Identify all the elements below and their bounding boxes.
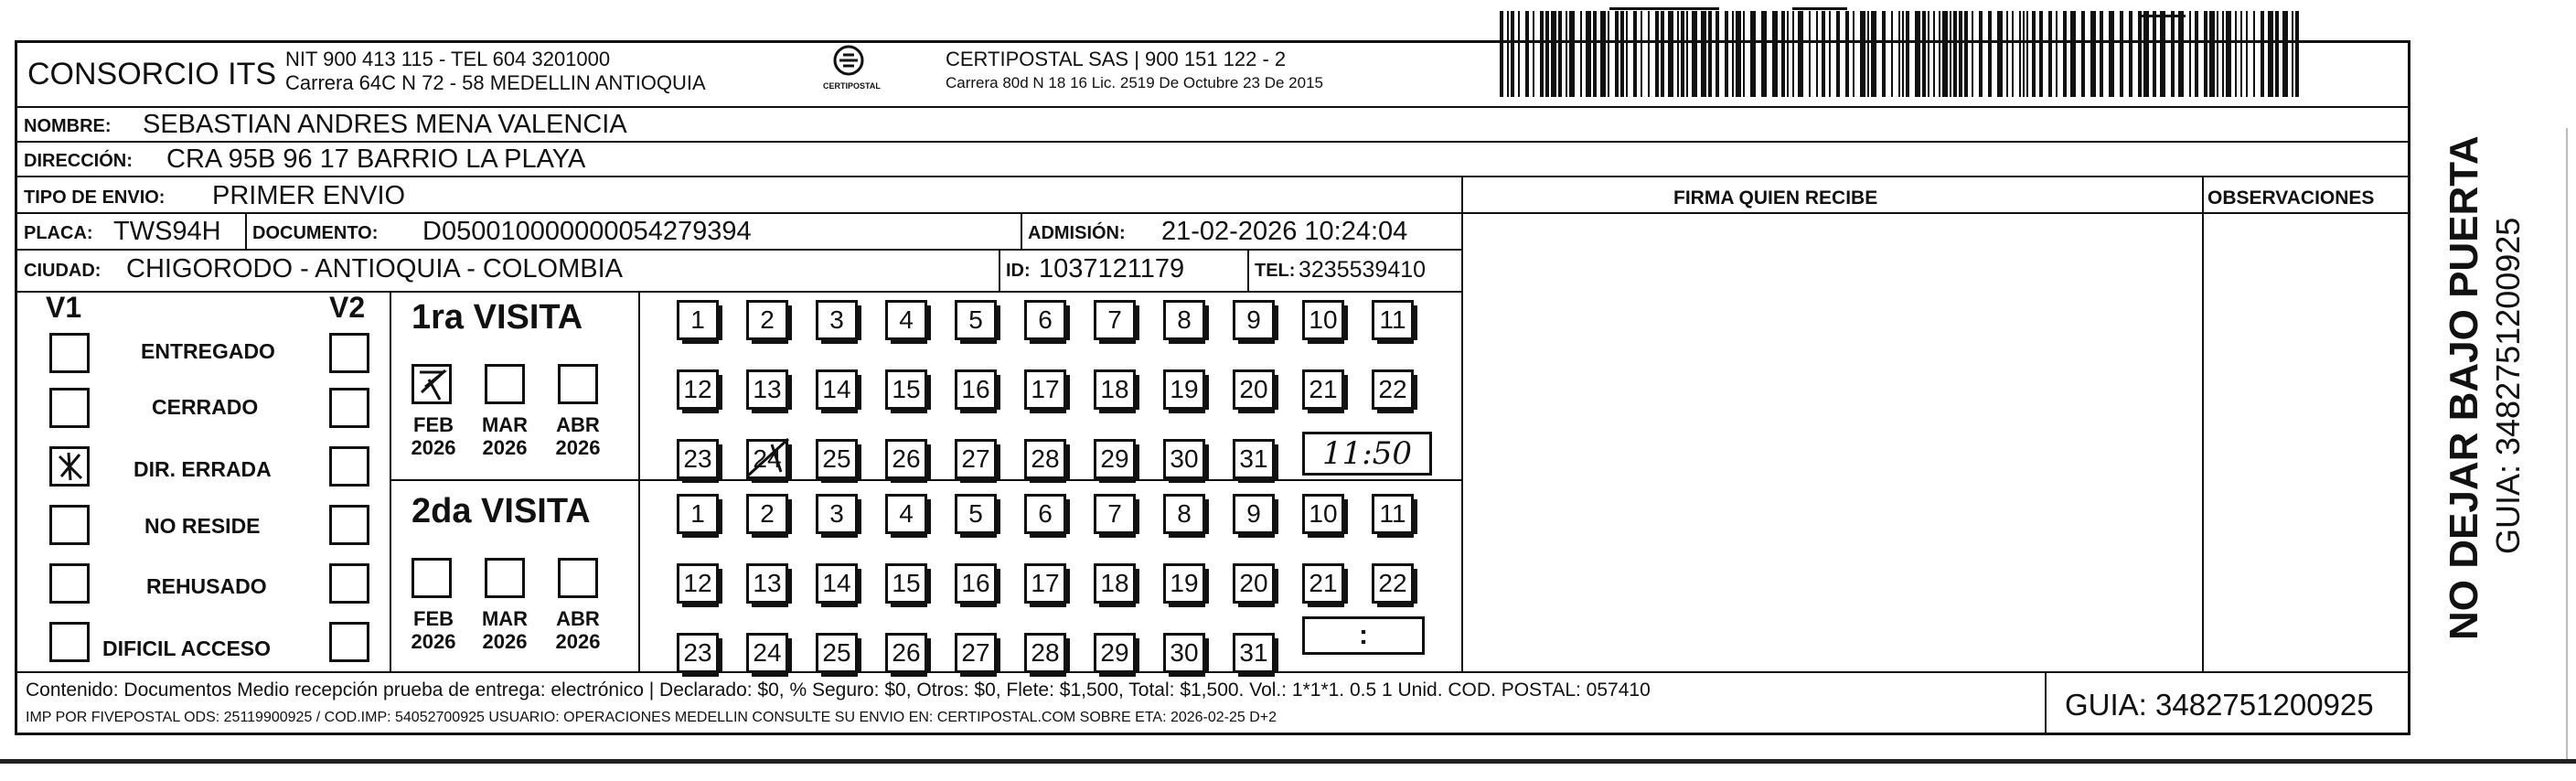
visit2-day-21[interactable]: 21	[1302, 563, 1344, 604]
handwritten-check-icon	[52, 449, 87, 484]
visit2-day-31[interactable]: 31	[1233, 633, 1275, 673]
visit2-title: 2da VISITA	[412, 492, 591, 530]
visit1-day-24[interactable]: 24	[746, 439, 788, 479]
barcode-bar	[1761, 11, 1767, 97]
visit1-day-3[interactable]: 3	[816, 300, 858, 340]
barcode-bar	[1701, 11, 1706, 97]
visit1-day-6[interactable]: 6	[1024, 300, 1066, 340]
option-entregado: ENTREGADO	[141, 339, 275, 363]
visit2-day-18[interactable]: 18	[1094, 563, 1136, 604]
visit2-day-26[interactable]: 26	[885, 633, 927, 673]
certipostal-license: Carrera 80d N 18 16 Lic. 2519 De Octubre 23 De 2015	[946, 74, 1323, 91]
visit1-day-5[interactable]: 5	[955, 300, 997, 340]
visit1-day-1[interactable]: 1	[677, 300, 719, 340]
scan-edge	[2566, 128, 2568, 759]
visit2-day-29[interactable]: 29	[1094, 633, 1136, 673]
visit2-day-25[interactable]: 25	[816, 633, 858, 673]
barcode-bar	[1608, 11, 1609, 97]
visit1-day-17[interactable]: 17	[1024, 369, 1066, 410]
top-mark	[1792, 7, 1847, 10]
visit2-month-mar-box[interactable]	[485, 558, 525, 598]
visit2-day-6[interactable]: 6	[1024, 494, 1066, 534]
barcode-bar	[1743, 11, 1745, 97]
option-no-reside: NO RESIDE	[144, 514, 261, 538]
visit2-day-3[interactable]: 3	[816, 494, 858, 534]
v2-checkbox-cerrado[interactable]	[329, 388, 369, 428]
barcode-bar	[2129, 11, 2132, 97]
nombre-value: SEBASTIAN ANDRES MENA VALENCIA	[143, 110, 627, 139]
visit2-month-feb-box[interactable]	[412, 558, 452, 598]
visit2-day-10[interactable]: 10	[1302, 494, 1344, 534]
documento-label: DOCUMENTO:	[252, 223, 379, 243]
v2-checkbox-entregado[interactable]	[329, 333, 369, 373]
rule	[16, 671, 2409, 673]
barcode-bar	[2070, 11, 2076, 97]
barcode-bar	[1845, 11, 1849, 97]
barcode-bar	[1545, 11, 1549, 97]
visit2-day-19[interactable]: 19	[1163, 563, 1205, 604]
barcode-bar	[1853, 11, 1855, 97]
barcode-bar	[1525, 11, 1529, 97]
barcode-bar	[1809, 11, 1811, 97]
barcode-bar	[2275, 11, 2279, 97]
v1-checkbox-dir-errada[interactable]	[49, 446, 90, 487]
barcode-bar	[2178, 11, 2184, 97]
barcode-bar	[2292, 11, 2293, 97]
side-guia: GUIA: 3482751200925	[2489, 217, 2527, 554]
barcode-bar	[1882, 11, 1886, 97]
barcode-bar	[1500, 11, 1503, 97]
barcode-bar	[1593, 11, 1597, 97]
barcode-bar	[2143, 11, 2149, 97]
barcode-bar	[2189, 11, 2191, 97]
placa-label: PLACA:	[24, 223, 93, 243]
barcode-bar	[2195, 11, 2198, 97]
visit2-day-7[interactable]: 7	[1094, 494, 1136, 534]
visit2-day-8[interactable]: 8	[1163, 494, 1205, 534]
visit2-day-24[interactable]: 24	[746, 633, 788, 673]
barcode-bar	[2235, 11, 2237, 97]
barcode	[1500, 11, 2301, 97]
barcode-bar	[1964, 11, 1968, 97]
rule	[390, 291, 391, 671]
barcode-bar	[1668, 11, 1673, 97]
v1-header: V1	[46, 291, 82, 324]
tipo-envio-label: TIPO DE ENVIO:	[24, 187, 166, 208]
visit2-day-27[interactable]: 27	[955, 633, 997, 673]
visit2-month-abr: ABR 2026	[555, 607, 601, 654]
barcode-bar	[1860, 11, 1865, 97]
barcode-bar	[1677, 11, 1679, 97]
footer-content-line: Contenido: Documentos Medio recepción prueba de entrega: electrónico | Declarado: $0, % Seguro: $0, Otros: $0, Flete: $1,500, Total: $1,500. Vol.: 1*1*1. 0.5 1 Unid. COD. POSTAL: 057410	[26, 679, 1651, 701]
barcode-bar	[1933, 11, 1935, 97]
barcode-bar	[1518, 11, 1520, 97]
visit1-day-15[interactable]: 15	[885, 369, 927, 410]
barcode-bar	[2109, 11, 2114, 97]
rule	[1021, 212, 1022, 249]
barcode-bar	[2090, 11, 2096, 97]
certipostal-logo-icon	[830, 44, 867, 80]
barcode-bar	[1648, 11, 1650, 97]
v2-checkbox-rehusado[interactable]	[329, 563, 369, 604]
barcode-bar	[1551, 11, 1556, 97]
v2-checkbox-dificil-acceso[interactable]	[329, 622, 369, 662]
rule	[245, 212, 247, 249]
barcode-bar	[1902, 11, 1904, 97]
barcode-bar	[2032, 11, 2036, 97]
visit2-day-11[interactable]: 11	[1372, 494, 1414, 534]
visit1-day-24-mark	[744, 435, 792, 486]
visit2-day-12[interactable]: 12	[677, 563, 719, 604]
visit1-day-2[interactable]: 2	[746, 300, 788, 340]
visit1-title: 1ra VISITA	[412, 298, 583, 337]
visit1-day-10[interactable]: 10	[1302, 300, 1344, 340]
barcode-bar	[1732, 11, 1734, 97]
barcode-bar	[2026, 11, 2028, 97]
footer-guia: GUIA: 3482751200925	[2065, 688, 2374, 722]
v2-checkbox-dir-errada[interactable]	[329, 446, 369, 487]
barcode-bar	[1867, 11, 1869, 97]
rule	[16, 249, 1461, 251]
barcode-bar	[1626, 11, 1628, 97]
v2-header: V2	[329, 291, 366, 324]
barcode-bar	[1928, 11, 1929, 97]
visit1-day-13[interactable]: 13	[746, 369, 788, 410]
visit2-day-16[interactable]: 16	[955, 563, 997, 604]
barcode-bar	[2282, 11, 2288, 97]
barcode-bar	[1661, 11, 1664, 97]
barcode-bar	[1972, 11, 1973, 97]
barcode-bar	[1891, 11, 1893, 97]
barcode-bar	[2056, 11, 2058, 97]
visit1-day-23[interactable]: 23	[677, 439, 719, 479]
rule	[16, 176, 2409, 177]
visit1-month-feb-box[interactable]	[412, 364, 452, 404]
visit1-day-19[interactable]: 19	[1163, 369, 1205, 410]
v1-checkbox-dificil-acceso[interactable]	[49, 622, 90, 662]
barcode-bar	[2012, 11, 2014, 97]
barcode-bar	[1692, 11, 1697, 97]
v1-checkbox-no-reside[interactable]	[49, 505, 90, 545]
visit1-month-mar-box[interactable]	[485, 364, 525, 404]
barcode-bar	[2120, 11, 2123, 97]
barcode-bar	[1615, 11, 1619, 97]
barcode-bar	[2226, 11, 2231, 97]
visit1-day-8[interactable]: 8	[1163, 300, 1205, 340]
barcode-bar	[1959, 11, 1962, 97]
visit1-month-abr: ABR 2026	[555, 413, 601, 460]
barcode-bar	[1816, 11, 1818, 97]
observaciones-header: OBSERVACIONES	[2207, 187, 2375, 209]
visit2-day-30[interactable]: 30	[1163, 633, 1205, 673]
barcode-bar	[1750, 11, 1756, 97]
option-rehusado: REHUSADO	[146, 574, 267, 598]
visit2-month-mar: MAR 2026	[481, 607, 529, 654]
barcode-bar	[2019, 11, 2021, 97]
option-dir-errada: DIR. ERRADA	[134, 457, 272, 481]
barcode-bar	[1736, 11, 1741, 97]
id-value: 1037121179	[1039, 254, 1185, 284]
barcode-bar	[1558, 11, 1562, 97]
v1-checkbox-entregado[interactable]	[49, 333, 90, 373]
v2-checkbox-no-reside[interactable]	[329, 505, 369, 545]
visit2-day-17[interactable]: 17	[1024, 563, 1066, 604]
barcode-bar	[2204, 11, 2207, 97]
visit2-day-2[interactable]: 2	[746, 494, 788, 534]
barcode-bar	[2048, 11, 2052, 97]
visit2-day-20[interactable]: 20	[1233, 563, 1275, 604]
handwritten-strike-icon	[744, 435, 792, 481]
rule	[16, 291, 1461, 293]
barcode-bar	[2160, 11, 2165, 97]
top-mark	[1609, 7, 1719, 10]
visit2-day-15[interactable]: 15	[885, 563, 927, 604]
company-nit: NIT 900 413 115 - TEL 604 3201000	[285, 48, 611, 70]
barcode-bar	[1950, 11, 1951, 97]
barcode-bar	[2063, 11, 2067, 97]
barcode-bar	[1922, 11, 1926, 97]
visit1-month-abr-box[interactable]	[558, 364, 598, 404]
barcode-bar	[2295, 11, 2299, 97]
barcode-bar	[1716, 11, 1719, 97]
barcode-bar	[1507, 11, 1509, 97]
visit2-month-feb: FEB 2026	[411, 607, 456, 654]
barcode-bar	[1988, 11, 1992, 97]
barcode-bar	[1620, 11, 1624, 97]
barcode-bar	[1942, 11, 1948, 97]
visit1-month-feb: FEB 2026	[411, 413, 456, 460]
tel-label: TEL:	[1255, 261, 1296, 281]
barcode-bar	[1586, 11, 1591, 97]
rule	[16, 106, 2409, 108]
rule	[999, 249, 1000, 291]
barcode-bar	[2171, 11, 2175, 97]
visit1-day-18[interactable]: 18	[1094, 369, 1136, 410]
barcode-bar	[2100, 11, 2103, 97]
barcode-bar	[1836, 11, 1840, 97]
rule	[1247, 249, 1249, 291]
visit2-day-23[interactable]: 23	[677, 633, 719, 673]
option-dificil-acceso: DIFICIL ACCESO	[102, 637, 272, 660]
visit2-day-13[interactable]: 13	[746, 563, 788, 604]
barcode-bar	[2253, 11, 2255, 97]
barcode-bar	[1566, 11, 1567, 97]
visit1-day-12[interactable]: 12	[677, 369, 719, 410]
barcode-bar	[2222, 11, 2224, 97]
rule	[2202, 176, 2204, 671]
visit2-day-22[interactable]: 22	[1372, 563, 1414, 604]
ciudad-label: CIUDAD:	[24, 261, 102, 281]
barcode-bar	[1829, 11, 1831, 97]
visit1-day-7[interactable]: 7	[1094, 300, 1136, 340]
barcode-bar	[2138, 11, 2142, 97]
barcode-bar	[1906, 11, 1909, 97]
barcode-bar	[1772, 11, 1778, 97]
barcode-bar	[2209, 11, 2215, 97]
barcode-bar	[2268, 11, 2273, 97]
documento-value: D050010000000054279394	[422, 217, 752, 246]
firma-header: FIRMA QUIEN RECIBE	[1673, 187, 1878, 209]
visit1-day-4[interactable]: 4	[885, 300, 927, 340]
company-name: CONSORCIO ITS	[27, 57, 277, 91]
barcode-bar	[1681, 11, 1684, 97]
visit1-day-20[interactable]: 20	[1233, 369, 1275, 410]
visit1-day-14[interactable]: 14	[816, 369, 858, 410]
visit1-day-11[interactable]: 11	[1372, 300, 1414, 340]
barcode-bar	[2217, 11, 2218, 97]
barcode-bar	[1787, 11, 1789, 97]
barcode-bar	[2006, 11, 2008, 97]
certipostal-info: CERTIPOSTAL SAS | 900 151 122 - 2	[946, 48, 1287, 70]
visit2-day-9[interactable]: 9	[1233, 494, 1275, 534]
visit1-day-28[interactable]: 28	[1024, 439, 1066, 479]
barcode-bar	[1798, 11, 1803, 97]
side-warning: NO DEJAR BAJO PUERTA	[2442, 135, 2486, 640]
barcode-bar	[2246, 11, 2248, 97]
visit1-day-30[interactable]: 30	[1163, 439, 1205, 479]
footer-print-line: IMP POR FIVEPOSTAL ODS: 25119900925 / COD.IMP: 54052700925 USUARIO: OPERACIONES MEDELLIN CONSULTE SU ENVIO EN: CERTIPOSTAL.COM SOBRE ETA: 2026-02-25 D+2	[26, 710, 1277, 725]
barcode-bar	[1511, 11, 1514, 97]
visit1-day-9[interactable]: 9	[1233, 300, 1275, 340]
handwritten-check-icon	[414, 367, 449, 401]
visit1-day-22[interactable]: 22	[1372, 369, 1414, 410]
tipo-envio-value: PRIMER ENVIO	[212, 181, 406, 210]
barcode-bar	[1997, 11, 2003, 97]
visit2-day-1[interactable]: 1	[677, 494, 719, 534]
visit1-time-field[interactable]: 11:50	[1302, 432, 1432, 476]
direccion-value: CRA 95B 96 17 BARRIO LA PLAYA	[166, 144, 586, 174]
visit2-day-5[interactable]: 5	[955, 494, 997, 534]
visit1-day-25[interactable]: 25	[816, 439, 858, 479]
option-cerrado: CERRADO	[152, 395, 259, 419]
barcode-bar	[1600, 11, 1606, 97]
visit1-month-mar: MAR 2026	[481, 413, 529, 460]
visit1-day-29[interactable]: 29	[1094, 439, 1136, 479]
barcode-bar	[1633, 11, 1637, 97]
ciudad-value: CHIGORODO - ANTIOQUIA - COLOMBIA	[126, 254, 623, 284]
barcode-bar	[1822, 11, 1825, 97]
admision-label: ADMISIÓN:	[1028, 223, 1126, 243]
barcode-bar	[1655, 11, 1659, 97]
visit1-day-16[interactable]: 16	[955, 369, 997, 410]
placa-value: TWS94H	[113, 217, 221, 246]
visit1-day-26[interactable]: 26	[885, 439, 927, 479]
v1-checkbox-rehusado[interactable]	[49, 563, 90, 604]
barcode-bar	[1533, 11, 1534, 97]
barcode-bar	[2261, 11, 2264, 97]
barcode-bar	[1781, 11, 1785, 97]
barcode-bar	[1725, 11, 1728, 97]
barcode-bar	[2240, 11, 2242, 97]
visit2-day-14[interactable]: 14	[816, 563, 858, 604]
rule	[638, 291, 640, 671]
company-address: Carrera 64C N 72 - 58 MEDELLIN ANTIOQUIA	[285, 71, 706, 94]
barcode-bar	[1569, 11, 1575, 97]
barcode-bar	[1979, 11, 1983, 97]
logo-caption: CERTIPOSTAL	[823, 81, 881, 91]
barcode-bar	[1898, 11, 1900, 97]
rule	[2045, 671, 2047, 735]
visit1-day-21[interactable]: 21	[1302, 369, 1344, 410]
barcode-bar	[2023, 11, 2025, 97]
admision-value: 21-02-2026 10:24:04	[1161, 217, 1408, 246]
barcode-bar	[1641, 11, 1642, 97]
nombre-label: NOMBRE:	[24, 116, 112, 136]
barcode-bar	[1953, 11, 1957, 97]
barcode-bar	[2039, 11, 2043, 97]
barcode-bar	[1580, 11, 1582, 97]
barcode-bar	[1686, 11, 1688, 97]
barcode-bar	[1871, 11, 1876, 97]
rule	[16, 212, 2409, 214]
v1-checkbox-cerrado[interactable]	[49, 388, 90, 428]
visit2-day-4[interactable]: 4	[885, 494, 927, 534]
direccion-label: DIRECCIÓN:	[24, 151, 133, 171]
visit2-month-abr-box[interactable]	[558, 558, 598, 598]
barcode-bar	[1708, 11, 1712, 97]
barcode-bar	[1939, 11, 1940, 97]
visit1-day-31[interactable]: 31	[1233, 439, 1275, 479]
top-mark	[2140, 15, 2186, 17]
id-label: ID:	[1006, 261, 1031, 281]
barcode-bar	[1540, 11, 1544, 97]
visit2-time-field[interactable]: :	[1302, 616, 1425, 655]
rule	[16, 141, 2409, 143]
visit2-day-28[interactable]: 28	[1024, 633, 1066, 673]
barcode-bar	[1915, 11, 1920, 97]
barcode-bar	[2081, 11, 2085, 97]
visit1-day-27[interactable]: 27	[955, 439, 997, 479]
barcode-bar	[2153, 11, 2156, 97]
barcode-bar	[1792, 11, 1794, 97]
tel-value: 3235539410	[1299, 257, 1427, 283]
rule	[1461, 176, 1463, 671]
scan-edge	[0, 759, 2576, 764]
